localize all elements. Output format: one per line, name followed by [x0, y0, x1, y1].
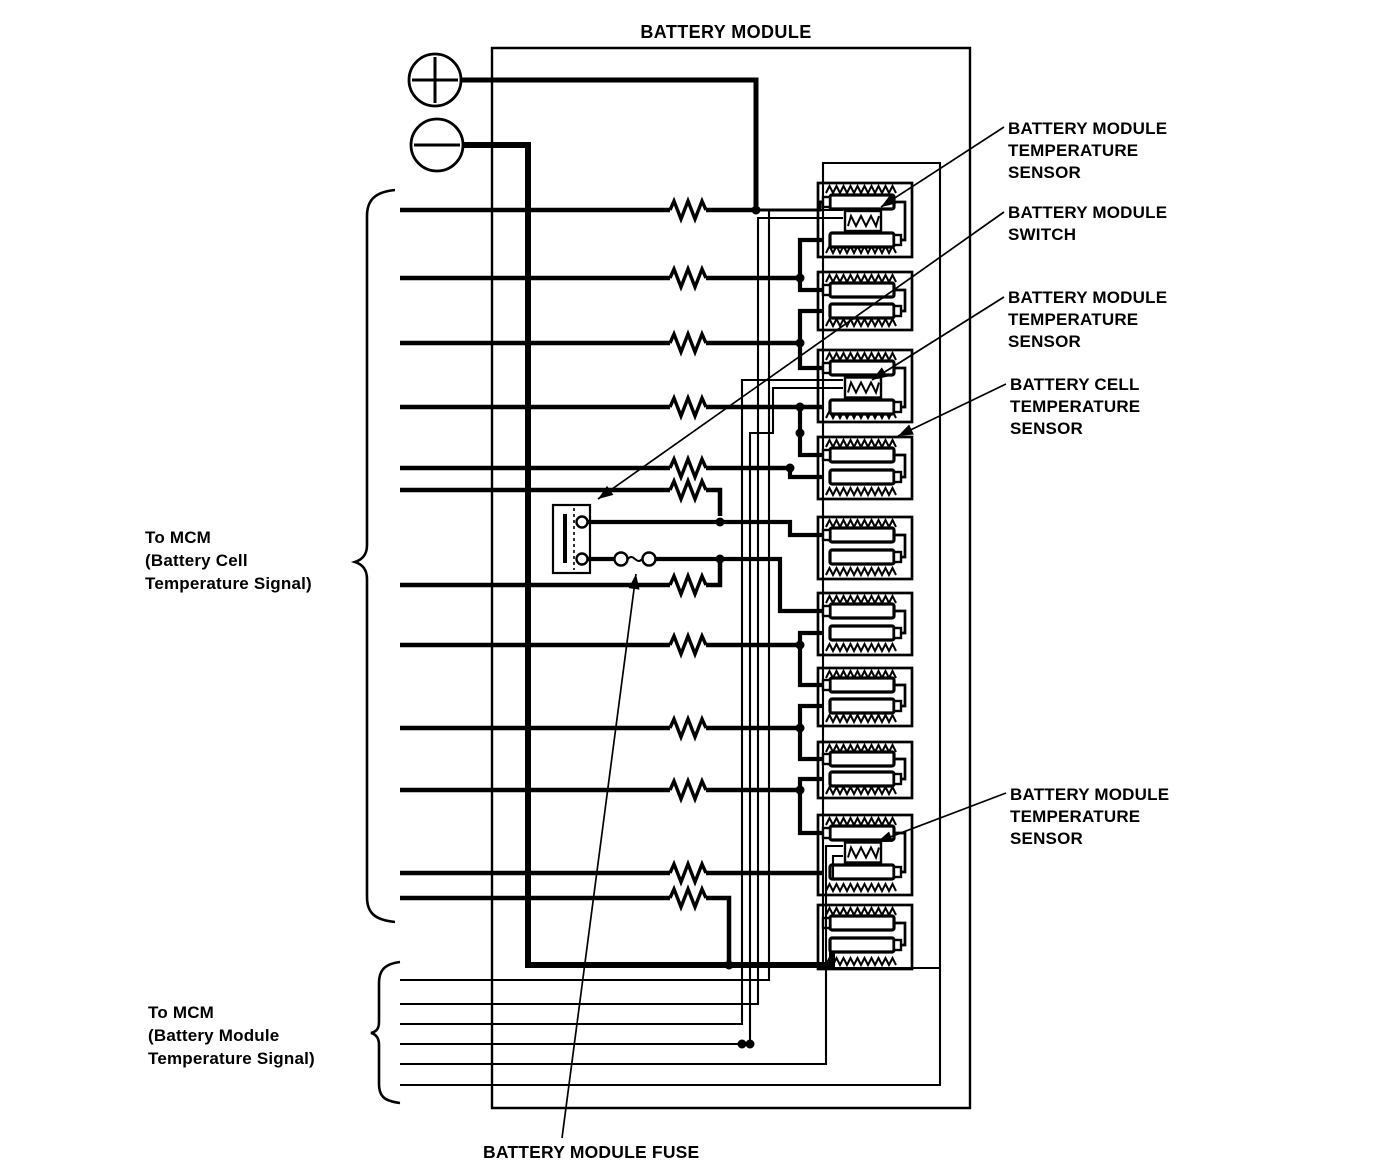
resistor-icon — [670, 889, 706, 907]
wire — [800, 645, 823, 685]
positive-terminal-icon — [409, 54, 461, 106]
cell-wrap-zigzag — [826, 520, 896, 527]
cell-wrap-zigzag — [826, 884, 896, 891]
battery-cell — [830, 470, 901, 484]
resistor-icon — [670, 201, 706, 219]
cell-wrap-zigzag — [826, 568, 896, 575]
cell-wrap-zigzag — [826, 319, 896, 326]
resistor-icon — [670, 334, 706, 352]
label-line: SENSOR — [1008, 163, 1081, 182]
module-temp-sensor-icon — [845, 843, 881, 863]
label-line: BATTERY MODULE — [1008, 288, 1168, 307]
battery-cell — [830, 233, 901, 247]
leader-line — [881, 127, 1004, 207]
cell-wrap-zigzag — [826, 715, 896, 722]
resistor-icon — [670, 459, 706, 477]
label-line: (Battery Module — [148, 1026, 280, 1045]
battery-cell — [830, 772, 901, 786]
battery-cell — [830, 400, 901, 414]
cell-wrap-zigzag — [826, 275, 896, 282]
wire — [800, 790, 823, 833]
battery-cell — [830, 550, 901, 564]
junction-dot — [746, 1040, 755, 1049]
module-signal-brace — [371, 962, 400, 1103]
module-temp-sensor-icon — [845, 378, 881, 398]
label-line: SWITCH — [1008, 225, 1077, 244]
resistor-icon — [670, 636, 706, 654]
label-line: TEMPERATURE — [1008, 310, 1139, 329]
label-battery-module-temp-sensor-bottom — [1010, 785, 1169, 848]
leader-line — [877, 793, 1006, 842]
tap-to-cell — [756, 202, 823, 210]
label-line: BATTERY MODULE — [1008, 203, 1168, 222]
cell-wrap-zigzag — [826, 908, 896, 915]
junction-dot — [738, 1040, 747, 1049]
switch-to-cell-wire — [720, 522, 823, 535]
module-temp-wire — [400, 388, 843, 1044]
cell-wrap-zigzag — [826, 353, 896, 360]
label-line: BATTERY MODULE — [1010, 785, 1170, 804]
label-line: Temperature Signal) — [145, 574, 312, 593]
label-line: To MCM — [148, 1003, 215, 1022]
leader-arrowhead — [898, 425, 914, 436]
module-temp-wire — [400, 846, 843, 1064]
label-line: TEMPERATURE — [1010, 397, 1141, 416]
junction-dot — [725, 961, 734, 970]
label-line: SENSOR — [1010, 419, 1083, 438]
cell-wrap-zigzag — [826, 787, 896, 794]
negative-terminal-icon — [411, 119, 463, 171]
cell-signal-brace — [355, 190, 395, 922]
battery-cell — [830, 699, 901, 713]
battery-cell — [823, 283, 894, 297]
label-line: SENSOR — [1010, 829, 1083, 848]
cell-wrap-zigzag — [826, 596, 896, 603]
label-battery-module-fuse: BATTERY MODULE FUSE — [483, 1142, 700, 1162]
wire — [706, 898, 729, 965]
resistor-icon — [670, 481, 706, 499]
wire — [800, 311, 823, 343]
resistor-icon — [670, 864, 706, 882]
battery-cell — [823, 195, 894, 209]
label-line: TEMPERATURE — [1010, 807, 1141, 826]
cell-wrap-zigzag — [826, 488, 896, 495]
battery-cell — [823, 528, 894, 542]
resistor-icon — [670, 398, 706, 416]
label-line: SENSOR — [1008, 332, 1081, 351]
fuse-to-cell-wire — [720, 559, 823, 611]
diagram-geometry — [355, 48, 1006, 1138]
resistor-icon — [670, 576, 706, 594]
battery-module-switch-icon — [553, 505, 590, 573]
label-battery-module-temp-sensor-top — [1008, 119, 1167, 182]
module-temp-wire — [400, 210, 843, 980]
wire — [706, 490, 720, 516]
module-temp-wire — [400, 380, 843, 1024]
resistor-icon — [670, 781, 706, 799]
label-line: Temperature Signal) — [148, 1049, 315, 1068]
module-temp-sensor-icon — [845, 211, 881, 231]
battery-cell — [830, 626, 901, 640]
cell-wrap-zigzag — [826, 440, 896, 447]
wire — [800, 728, 823, 759]
label-to-mcm-battery-module — [148, 1003, 315, 1068]
battery-cell — [830, 865, 901, 879]
battery-module-fuse-icon — [615, 553, 656, 566]
cell-wrap-zigzag — [826, 186, 896, 193]
label-line: BATTERY MODULE — [1008, 119, 1168, 138]
resistor-icon — [670, 269, 706, 287]
label-battery-module-switch — [1008, 203, 1167, 244]
label-to-mcm-battery-cell — [145, 528, 312, 593]
label-battery-module-temp-sensor-mid — [1008, 288, 1167, 351]
cell-wrap-zigzag — [826, 958, 896, 965]
label-battery-cell-temp-sensor — [1010, 375, 1140, 438]
cell-wrap-zigzag — [826, 818, 896, 825]
module-temp-wire — [400, 218, 843, 1004]
resistor-icon — [670, 719, 706, 737]
battery-cell — [823, 678, 894, 692]
label-line: TEMPERATURE — [1008, 141, 1139, 160]
battery-cell — [823, 752, 894, 766]
battery-cell — [830, 938, 901, 952]
label-line: (Battery Cell — [145, 551, 248, 570]
battery-cell — [830, 304, 901, 318]
wire — [706, 563, 720, 585]
diagram-title: BATTERY MODULE — [640, 22, 812, 42]
label-line: To MCM — [145, 528, 212, 547]
battery-cell — [823, 604, 894, 618]
leader-line — [898, 384, 1006, 436]
battery-cell — [823, 448, 894, 462]
label-line: BATTERY CELL — [1010, 375, 1140, 394]
battery-cell — [823, 916, 894, 930]
leader-arrowhead — [629, 574, 640, 590]
cell-wrap-zigzag — [826, 644, 896, 651]
wire — [800, 343, 823, 368]
leader-line — [562, 574, 636, 1138]
